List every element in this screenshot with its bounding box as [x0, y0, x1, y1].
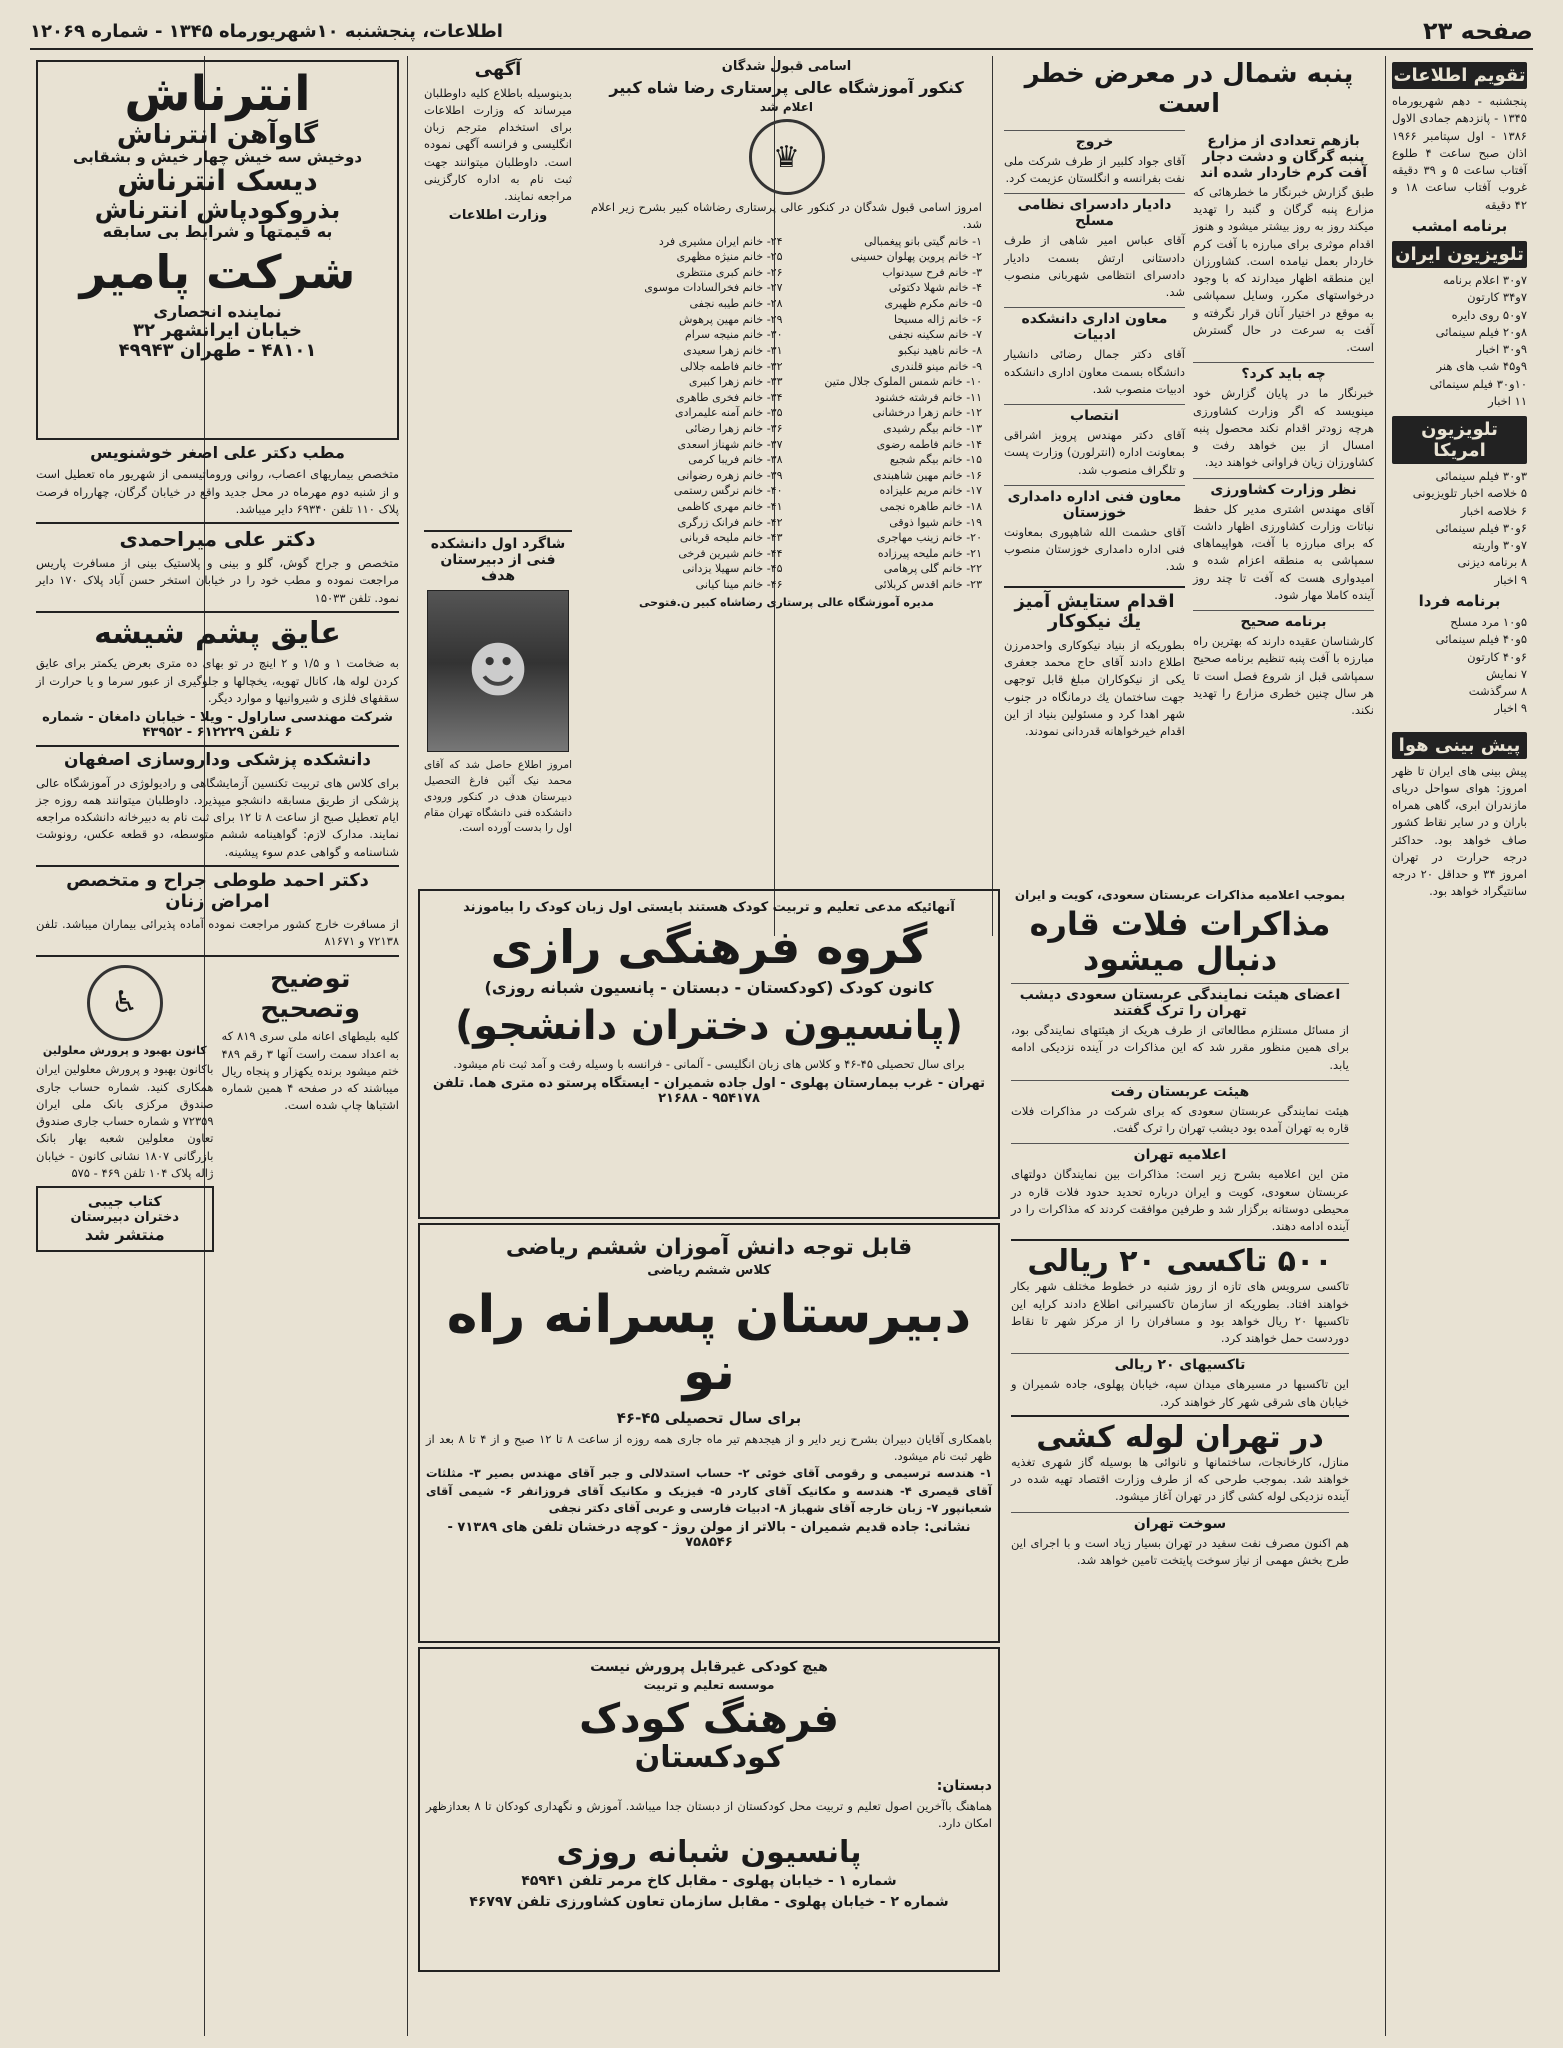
internash-line2: دوخیش سه خیش چهار خیش و بشقابی [72, 148, 363, 167]
notice-block [418, 56, 578, 516]
nurse-name-item: ۲۰- خانم زینب مهاجری [876, 531, 982, 545]
isfahan-text: برای کلاس های تربیت تکنسین آزمایشگاهی و رادیولوژی در آموزشگاه عالی پزشکی از طریق مسابقه دانشجو میپذیرد. داوطلبان میتوانند همه روزه جز ایام تعطیل صبح از ساعت ۸ تا ۱۲ برای ثبت نام به دبیرخانه دانشکده مراجعه نمایند. مدارک لازم: گواهینامه ششم متوسطه، دو قطعه عکس، رونوشت شناسنامه و گواهی عدم سوء پیشینه. [36, 775, 399, 859]
nurse-name-item: ۱۳- خانم بیگم رشیدی [883, 421, 982, 435]
farhang-org: موسسه تعلیم و تربیت [643, 1678, 775, 1693]
book-status: منتشر شد [84, 1225, 165, 1245]
rahno-title: دبیرستان پسرانه راه نو [446, 1285, 972, 1403]
cotton-subhead-4: برنامه صحیح [1193, 610, 1374, 630]
nurse-name-item: ۲۴- خانم ایران مشیری فرد [658, 234, 783, 248]
doctor1-title: مطب دکتر علی اصغر خوشنویس [90, 443, 345, 462]
nurse-name-item: ۲۹- خانم مهین پرهوش [678, 312, 783, 326]
nurse-name-item: ۹- خانم مینو قلندری [890, 359, 982, 373]
shelf-sub1: اعضای هیئت نمایندگی عربستان سعودی دیشب تهران را ترک گفتند [1011, 983, 1349, 1019]
news-title: معاون فنی اداره دامداری خوزستان [1004, 485, 1185, 521]
list-item: ۸ سرگذشت [1468, 684, 1527, 698]
internash-address: خیابان ایرانشهر ۳۲ [133, 319, 302, 341]
news-title: خروج [1004, 130, 1185, 150]
nurse-name-item: ۸- خانم ناهید نیکبو [898, 343, 982, 357]
correction-title: توضیح وتصحیح [260, 963, 361, 1024]
news-text: آقای حشمت الله شاهپوری بمعاونت فنی اداره دامداری خوزستان منصوب شد. [1004, 524, 1185, 574]
doctor1-text: متخصص بیماریهای اعصاب، روانی وروماتیسمی از شهریور ماه تعطیل است و از شنبه دوم مهرماه در محل جدید واقع در خیابان گرگان، چهارراه فرصت پلاک ۱۱۰ تلفن ۶۹۳۴۰ دایر میباشد. [36, 467, 399, 516]
list-item: ۱۰و۳۰ فیلم سینمائی [1429, 376, 1527, 391]
ad-book [36, 1186, 214, 1252]
nurse-name-item: ۲۸- خانم طیبه نجفی [689, 297, 783, 311]
nurse-name-item: ۲۶- خانم کبری منتظری [676, 265, 783, 279]
news-text: آقای جواد کلبیر از طرف شرکت ملی نفت بفرانسه و انگلستان عزیمت کرد. [1004, 153, 1185, 186]
razi-top: آنهائیکه مدعی تعلیم و تربیت کودک هستند بایستی اول زبان کودک را بیاموزند [463, 900, 955, 915]
list-item: ۹ اخبار [1494, 701, 1527, 716]
nurse-name-item: ۳۸- خانم فریبا کرمی [688, 453, 783, 467]
nurse-name-item: ۲- خانم پروین پهلوان حسینی [850, 250, 982, 264]
list-item: ۵و۱۰ مرد مسلح [1450, 615, 1527, 629]
list-item: ۱۱ اخبار [1488, 393, 1527, 408]
razi-sub: کانون کودک (کودکستان - دبستان - پانسیون شبانه روزی) [484, 977, 934, 997]
list-item: ۵ خلاصه اخبار تلویزیونی [1412, 486, 1527, 501]
nurse-name-item: ۲۵- خانم منیژه مظهری [676, 250, 783, 264]
list-item: ۵و۴۰ فیلم سینمائی [1435, 632, 1527, 647]
news-right-lower [1005, 885, 1355, 1985]
tomorrow-list [1392, 614, 1527, 718]
student-title: شاگرد اول دانشکده فنی از دبیرستان هدف [424, 530, 572, 584]
nurse-name-item: ۱۴- خانم فاطمه رضوی [876, 437, 982, 451]
cotton-text-1: طبق گزارش خبرنگار ما خطرهائی که مزارع پنبه گرگان و گنبد را تهدید میکند روز به روز بیشتر میشود و هنوز اقدام موثری برای مبارزه با آفت کرم خاردار بعمل نیامده است. کشاورزان این منطقه اظهار میدارند که با وجود درخواستهای مکرر، وسایل سمپاشی به موقع در اختیار آنان قرار نگرفته و آفت به سرعت در حال گسترش است. [1193, 184, 1374, 355]
list-item: ۹ اخبار [1494, 572, 1527, 587]
internash-line1: گاوآهن انترناش [116, 119, 319, 150]
nursing-title-3: اعلام شد [759, 100, 814, 115]
notice-text: بدینوسیله باطلاع کلیه داوطلبان میرساند که وزارت اطلاعات برای استخدام مترجم زبان انگلیسی و فرانسه آگهی نموده است. داوطلبان میتوانند جهت ثبت نام به اداره کارگزینی مراجعه نمایند. [424, 85, 572, 204]
disabled-org-logo-icon: ♿ [87, 965, 163, 1041]
farhang-text: هماهنگ باآخرین اصول تعلیم و تربیت محل کودکستان از دبستان جدا میباشد. آموزش و نگهداری کودکان تا ۸ بعدازظهر امکان دارد. [426, 1798, 992, 1831]
list-item: ۳و۳۰ فیلم سینمائی [1435, 469, 1527, 483]
notice-signature: وزارت اطلاعات [448, 208, 548, 224]
praise-text: بطوریکه از بنیاد نیکوکاری واحدمرزن اطلاع دادند آقای حاج محمد جعفری یکی از نیکوکاران مبلغ قابل توجهی جهت ساختمان یك درمانگاه در جنوب شهر اهدا کرد و مسئولین بنیاد از این اقدام خیرخواهانه قدردانی نمودند. [1004, 637, 1185, 739]
farhang-kg: کودکستان [634, 1739, 784, 1775]
tv-america-list [1392, 468, 1527, 589]
internash-line5: به قیمتها و شرایط بی سابقه [102, 222, 333, 242]
nurse-name-item: ۴۴- خانم شیرین فرخی [678, 546, 783, 560]
tomorrow-heading: برنامه فردا [1418, 591, 1501, 610]
internash-line3: دیسک انترناش [117, 163, 318, 197]
farhang-pension: پانسیون شبانه روزی [556, 1835, 862, 1871]
book-label: کتاب جیبی [87, 1194, 162, 1211]
news-title: انتصاب [1004, 404, 1185, 424]
news-title: دادیار دادسرای نظامی مسلح [1004, 193, 1185, 229]
nurse-name-item: ۶- خانم ژاله مسیحا [893, 312, 982, 326]
issue-date: اطلاعات، پنجشنبه ۱۰شهریورماه ۱۳۴۵ - شماره ۱۲۰۶۹ [30, 20, 503, 42]
cotton-article [998, 56, 1380, 936]
glass-text: به ضخامت ۱ و ۱/۵ و ۲ اینچ در تو بهای ده متری بعرض یکمتر برای عایق کردن لوله ها، کانال تهویه، یخچالها و جلوگیری از عبور سرما و یا حرارت از سقفهای فلزی و شیروانیها و موارد دیگر. [36, 656, 400, 705]
nursing-title-2: کنکور آموزشگاه عالی پرستاری رضا شاه کبیر [609, 77, 964, 97]
list-item: ۷و۳۰ واریته [1472, 538, 1527, 552]
nurse-name-item: ۳۵- خانم آمنه علیمرادی [674, 406, 783, 420]
internash-title: انترناش [124, 66, 311, 122]
nurse-name-item: ۱۲- خانم زهرا درخشانی [872, 406, 982, 420]
doctor2-title: دکتر علی میراحمدی [119, 527, 316, 552]
nurse-name-item: ۲۲- خانم گلی پرهامی [883, 562, 982, 576]
portrait-icon: ☻ [466, 636, 530, 707]
nurse-name-item: ۲۳- خانم اقدس کربلائی [874, 578, 982, 592]
list-item: ۶و۴۰ کارتون [1467, 649, 1527, 664]
rahno-top2: کلاس ششم ریاضی [647, 1263, 771, 1279]
taxi-text: تاکسی سرویس های تازه از روز شنبه در خطوط مختلف شهر بکار خواهند افتاد. بطوریکه از سازمان تاکسیرانی اطلاع دادند کرایه این تاکسیها ۲۰ ریال خواهد بود و مسافران را از مرکز شهر تا نقاط دوردست حمل خواهند کرد. [1011, 1279, 1350, 1346]
list-item: ۶و۳۰ فیلم سینمائی [1435, 520, 1527, 535]
nurse-name-item: ۲۱- خانم ملیحه پیرزاده [877, 546, 982, 560]
news-title: معاون اداری دانشکده ادبیات [1004, 307, 1185, 343]
student-caption: امروز اطلاع حاصل شد که آقای محمد نیک ‌آئین فارغ التحصیل دبیرستان هدف در کنکور ورودی دانشکده فنی دانشگاه تهران مقام اول را بدست آورده است. [424, 759, 572, 835]
nurse-name-item: ۳۱- خانم زهرا سعیدی [683, 343, 783, 357]
nurse-name-item: ۴۰- خانم نرگس رستمی [673, 484, 783, 498]
shelf-title: مذاکرات فلات قاره دنبال میشود [1029, 904, 1331, 978]
tv-iran-list [1392, 272, 1527, 410]
shelf-sub3: اعلامیه تهران [1011, 1143, 1349, 1163]
nursing-intro: امروز اسامی قبول شدگان در کنکور عالی پرستاری رضاشاه کبیر بشرح زیر اعلام شد. [591, 200, 982, 232]
taxi-text2: این تاکسیها در مسیرهای میدان سپه، خیابان پهلوی، جاده شمیران و خیابان های شرقی شهر کار خواهند کرد. [1011, 1377, 1349, 1409]
nurse-name-item: ۴- خانم شهلا دکتوئی [888, 281, 982, 295]
rahno-year: برای سال تحصیلی ۴۵-۴۶ [616, 1408, 802, 1427]
student-photo [427, 590, 569, 752]
list-item: ۹و۴۵ شب های هنر [1436, 359, 1527, 374]
crown-emblem-icon: ♛ [749, 119, 825, 195]
cotton-text-4: کارشناسان عقیده دارند که بهترین راه مبارزه با آفت پنبه تنظیم برنامه صحیح سمپاشی قبل از شروع فصل است تا هر سال چنین خطری مزارع را تهدید نکند. [1193, 634, 1374, 718]
nurse-name-item: ۳۰- خانم منیجه سرام [684, 328, 783, 342]
nurse-name-item: ۱۷- خانم مریم علیزاده [879, 484, 982, 498]
page-number: صفحه ۲۳ [1423, 17, 1533, 45]
nurse-name-item: ۳۲- خانم فاطمه جلالی [680, 359, 783, 373]
shelf-text2: هیئت نمایندگی عربستان سعودی که برای شرکت در مذاکرات فلات قاره به تهران آمده بود دیشب تهران را ترک گفت. [1011, 1103, 1349, 1136]
pipe-text2: هم اکنون مصرف نفت سفید در تهران بسیار زیاد است و با اجرای این طرح بخش مهمی از نیاز سوخت پایتخت تامین خواهد شد. [1011, 1535, 1349, 1567]
cotton-text-2: خبرنگار ما در پایان گزارش خود مینویسد که اگر وزارت کشاورزی هرچه زودتر اقدام نکند محصول پنبه امسال از بین خواهد رفت و کشاورزان زیان فراوانی خواهند دید. [1193, 386, 1374, 470]
pipe-text: منازل، کارخانجات، ساختمانها و نانوائی ها بوسیله گاز شهری تغذیه خواهند شد. بموجب طرحی که از طرف وزارت اقتصاد تهیه شده در آینده نزدیکی لوله کشی گاز در تهران آغاز میشود. [1011, 1454, 1349, 1504]
news-text: آقای عباس امیر شاهی از طرف دادستانی ارتش بسمت دادیار دادسرای انتظامی شهربانی منصوب شد. [1004, 233, 1185, 300]
list-item: ۷و۵۰ روی دایره [1451, 307, 1527, 322]
nurse-name-item: ۳- خانم فرح سیدنواب [882, 265, 982, 279]
cotton-title: پنبه شمال در معرض خطر است [1024, 59, 1354, 119]
razi-text: برای سال تحصیلی ۴۵-۴۶ و کلاس های زبان انگلیسی - آلمانی - فرانسه با وسیله رفت و آمد ثبت نام میشود. [453, 1057, 965, 1072]
internash-company: شرکت پامیر [79, 244, 356, 299]
nurse-name-item: ۲۷- خانم فخرالسادات موسوی [644, 281, 783, 295]
nurse-name-item: ۴۶- خانم مینا کیانی [695, 578, 783, 592]
calendar-text: پنجشنبه - دهم شهریورماه ۱۳۴۵ - پانزدهم جمادی الاول ۱۳۸۶ - اول سپتامبر ۱۹۶۶ اذان صبح ساعت ۴ طلوع آفتاب ساعت ۵ و ۳۹ دقیقه غروب آفتاب ساعت ۱۸ و ۴۲ دقیقه [1392, 94, 1527, 212]
nurse-name-item: ۱۱- خانم فرشته خشنود [874, 390, 982, 404]
nurse-name-item: ۴۵- خانم سهیلا یزدانی [682, 562, 783, 576]
book-title: دختران دبیرستان [70, 1210, 180, 1226]
isfahan-title: دانشکده پزشکی وداروسازی اصفهان [63, 750, 372, 771]
calendar-column [1386, 56, 1533, 2036]
nurse-name-item: ۳۹- خانم زهره رضوانی [677, 468, 783, 482]
calendar-title: تقویم اطلاعات [1392, 62, 1527, 89]
nurse-name-item: ۳۳- خانم زهرا کبیری [688, 375, 783, 389]
news-text: آقای دکتر مهندس پرویز اشراقی بمعاونت اداره (انترلورن) وزارت پست و تلگراف منصوب شد. [1004, 428, 1185, 477]
ad-rahno [418, 1223, 1000, 1643]
pipe-sub: سوخت تهران [1011, 1512, 1349, 1532]
nurse-name-item: ۱۰- خانم شمس الملوک جلال متین [824, 375, 982, 389]
news-text: آقای دکتر جمال رضائی دانشیار دانشگاه بسمت معاون اداری دانشکده ادبیات منصوب شد. [1004, 347, 1185, 396]
rahno-address: نشانی: جاده قدیم شمیران - بالاتر از مولن روژ - کوچه درخشان تلفن های ۷۱۳۸۹ - ۷۵۸۵۴۶ [447, 1520, 971, 1551]
ads-column [30, 56, 405, 2036]
pipe-title: در تهران لوله کشی [1036, 1419, 1324, 1455]
farhang-school: دبستان: [936, 1777, 992, 1794]
razi-address: تهران - غرب بیمارستان پهلوی - اول جاده شمیران - ایستگاه پرستو ده متری هما. تلفن ۹۵۴۱۷۸ - ۲۱۶۸۸ [433, 1076, 985, 1107]
nurse-name-item: ۷- خانم سکینه نجفی [888, 328, 982, 342]
taxi-sub: تاکسیهای ۲۰ ریالی [1011, 1353, 1349, 1373]
radio-heading: برنامه امشب [1411, 216, 1508, 235]
rahno-teachers: ۱- هندسه ترسیمی و رقومی آقای خوئی ۲- حساب استدلالی و جبر آقای مهندس بصیر ۳- مثلثات آقای قیصری ۴- هندسه و مکانیک آقای کاردر ۵- فیزیک و مکانیک آقای فروزانفر ۶- شیمی آقای شعبانپور ۷- زبان خارجه آقای شهباز ۸- ادبیات فارسی و عربی آقای دکتر نجفی [426, 1466, 992, 1515]
cotton-subhead-1: بازهم تعدادی از مزارع پنبه گرگان و دشت دجار آفت کرم خاردار شده اند [1199, 132, 1368, 181]
glass-title: عایق پشم شیشه [94, 615, 341, 651]
farhang-title: فرهنگ کودک [579, 1695, 839, 1742]
correction-org-text: باکانون بهبود و پرورش معلولین ایران همکاری کنید. شماره حساب جاری صندوق مرکزی بانک ملی ایران ۷۲۳۵۹ و شماره حساب جاری صندوق تعاون معلولین شعبه بهار بانک بازرگانی ۱۸۰۷ نشانی کانون - خیابان ژاله پلاک ۱۰۴ تلفن ۴۶۹ - ۵۷۵ [36, 1062, 214, 1180]
list-item: ۷و۳۴ کارتون [1467, 290, 1527, 305]
notice-title: آگهی [474, 59, 522, 80]
shelf-top: بموجب اعلامیه مذاکرات عربستان سعودی، کویت و ایران [1014, 888, 1346, 902]
weather-text: پیش بینی های ایران تا ظهر امروز: هوای سواحل دریای مازندران ابری، گاهی همراه باران و در سایر نقاط کشور صاف خواهد بود. حداکثر درجه حرارت در تهران امروز ۳۴ و حداقل ۲۰ درجه سانتیگراد خواهد بود. [1392, 763, 1528, 899]
farhang-addr1: شماره ۱ - خیابان پهلوی - مقابل کاخ مرمر تلفن ۴۵۹۴۱ [521, 1873, 897, 1890]
list-item: ۸ برنامه دیزنی [1457, 555, 1527, 570]
correction-org: کانون بهبود و پرورش معلولین [42, 1043, 207, 1057]
rahno-top: قابل توجه دانش آموزان ششم ریاضی [505, 1235, 913, 1260]
taxi-title: ۵۰۰ تاکسی ۲۰ ریالی [1027, 1244, 1333, 1280]
nurse-name-item: ۴۳- خانم ملیحه قربانی [679, 531, 783, 545]
ad-razi [418, 889, 1000, 1219]
tv-america-heading: تلویزیون امریکا [1392, 416, 1527, 464]
list-item: ۷ نمایش [1485, 666, 1527, 681]
praise-title: اقدام ستایش آمیز یك نیکوکار [1004, 586, 1185, 633]
nurse-name-item: ۴۲- خانم فرانک زرگری [677, 515, 783, 529]
nursing-signature: مدیره آموزشگاه عالی پرستاری رضاشاه کبیر ن.فتوحی [639, 595, 934, 609]
razi-pension: (پانسیون دختران دانشجو) [454, 1003, 963, 1050]
ad-farhang [418, 1647, 1000, 1972]
nurse-name-item: ۱- خانم گیتی بانو پیغمبالی [864, 234, 982, 248]
nurse-name-item: ۱۵- خانم بیگم شجیع [889, 453, 982, 467]
shelf-text1: از مسائل مستلزم مطالعاتی از طرف هریک از هیئتهای نمایندگی بود، برای همین منظور مقرر شد که این مذاکرات در آینده نزدیکی ادامه یابد. [1011, 1023, 1349, 1072]
list-item: ۷و۳۰ اعلام برنامه [1442, 273, 1527, 287]
doctor2-text: متخصص و جراح گوش، گلو و بینی و پلاستیک بینی از مسافرت پاریس مراجعت نموده و مطب خود را در خیابان استخر حسن آباد پلاک ۱۷۰ دایر نمود. تلفن ۱۵۰۳۳ [36, 556, 399, 605]
list-item: ۸و۲۰ فیلم سینمائی [1435, 324, 1527, 339]
internash-agent: نماینده انحصاری [153, 302, 282, 322]
masthead [30, 14, 1533, 50]
nurse-name-item: ۱۹- خانم شیوا ذوقی [889, 515, 982, 529]
nurse-name-item: ۳۷- خانم شهناز اسعدی [677, 437, 783, 451]
nurse-name-item: ۱۶- خانم مهین شاهبندی [873, 468, 982, 482]
cotton-subhead-3: نظر وزارت کشاورزی [1193, 478, 1374, 498]
razi-title: گروه فرهنگی رازی [490, 919, 928, 974]
nurse-name-item: ۵- خانم مکرم ظهیری [884, 297, 982, 311]
farhang-top: هیچ کودکی غیرقابل پرورش نیست [590, 1659, 828, 1675]
nurse-name-item: ۱۸- خانم طاهره نجمی [879, 499, 982, 513]
ad-internash [36, 60, 399, 440]
nursing-title-1: اسامی قبول شدگان [721, 59, 852, 74]
nurse-name-item: ۳۶- خانم زهرا رضائی [685, 421, 783, 435]
internash-phone: ۴۸۱۰۱ - طهران ۴۹۹۴۳ [118, 339, 317, 361]
glass-company: شرکت مهندسی ساراول - ویلا - خیابان دامغان - شماره ۶ تلفن ۶۱۲۲۲۹ - ۴۳۹۵۲ [42, 710, 393, 741]
cotton-text-3: آقای مهندس اشتری مدیر کل حفظ نباتات وزارت کشاورزی اظهار داشت که برای مبارزه با آفت، هواپیماهای سمپاشی به منطقه اعزام شده و امیدواری هست که آفت تا چند روز آینده کاملا مهار شود. [1193, 501, 1374, 602]
ads-center [418, 885, 1000, 1985]
list-item: ۶ خلاصه اخبار [1460, 503, 1527, 518]
cotton-subhead-2: چه باید کرد؟ [1193, 362, 1374, 382]
shelf-sub2: هیئت عربستان رفت [1011, 1080, 1349, 1100]
list-item: ۹و۳۰ اخبار [1476, 342, 1527, 356]
correction-text: کلیه بلیطهای اعانه ملی سری ۸۱۹ که به اعداد سمت راست آنها ۳ رقم ۴۸۹ ختم میشود برنده یکهزار و پنجاه ریال میباشند که در صفحه ۴ همین شماره اشتباها چاپ شده است. [221, 1029, 400, 1113]
farhang-addr2: شماره ۲ - خیابان پهلوی - مقابل سازمان تعاون کشاورزی تلفن ۴۶۷۹۷ [469, 1893, 949, 1910]
nurse-name-item: ۴۱- خانم مهری کاظمی [677, 499, 783, 513]
weather-heading: پیش بینی هوا [1392, 732, 1527, 759]
doctor3-text: از مسافرت خارج کشور مراجعت نموده آماده پذیرائی بیماران میباشد. تلفن ۷۲۱۳۸ و ۸۱۶۷۱ [36, 917, 399, 949]
internash-line4: بذروکودپاش انترناش [94, 195, 341, 224]
nurse-name-item: ۳۴- خانم فخری طاهری [676, 390, 783, 404]
doctor3-title: دکتر احمد طوطی جراح و متخصص امراض زنان [66, 869, 369, 912]
rahno-text: باهمکاری آقایان دبیران بشرح زیر دایر و از هیجدهم تیر ماه جاری همه روزه از ساعت ۸ تا ۱۲ صبح و از ۴ تا ۸ بعد از ظهر ثبت نام میشود. [426, 1431, 992, 1464]
tv-iran-heading: تلویزیون ایران [1392, 241, 1527, 268]
shelf-text3: متن این اعلامیه بشرح زیر است: مذاکرات بین نمایندگان دولتهای عربستان سعودی، کویت و ایران درباره تحدید حدود فلات قاره در محیطی دوستانه برگزار شد و طرفین موافقت کردند که مذاکرات را در آینده ادامه دهند. [1011, 1167, 1349, 1234]
